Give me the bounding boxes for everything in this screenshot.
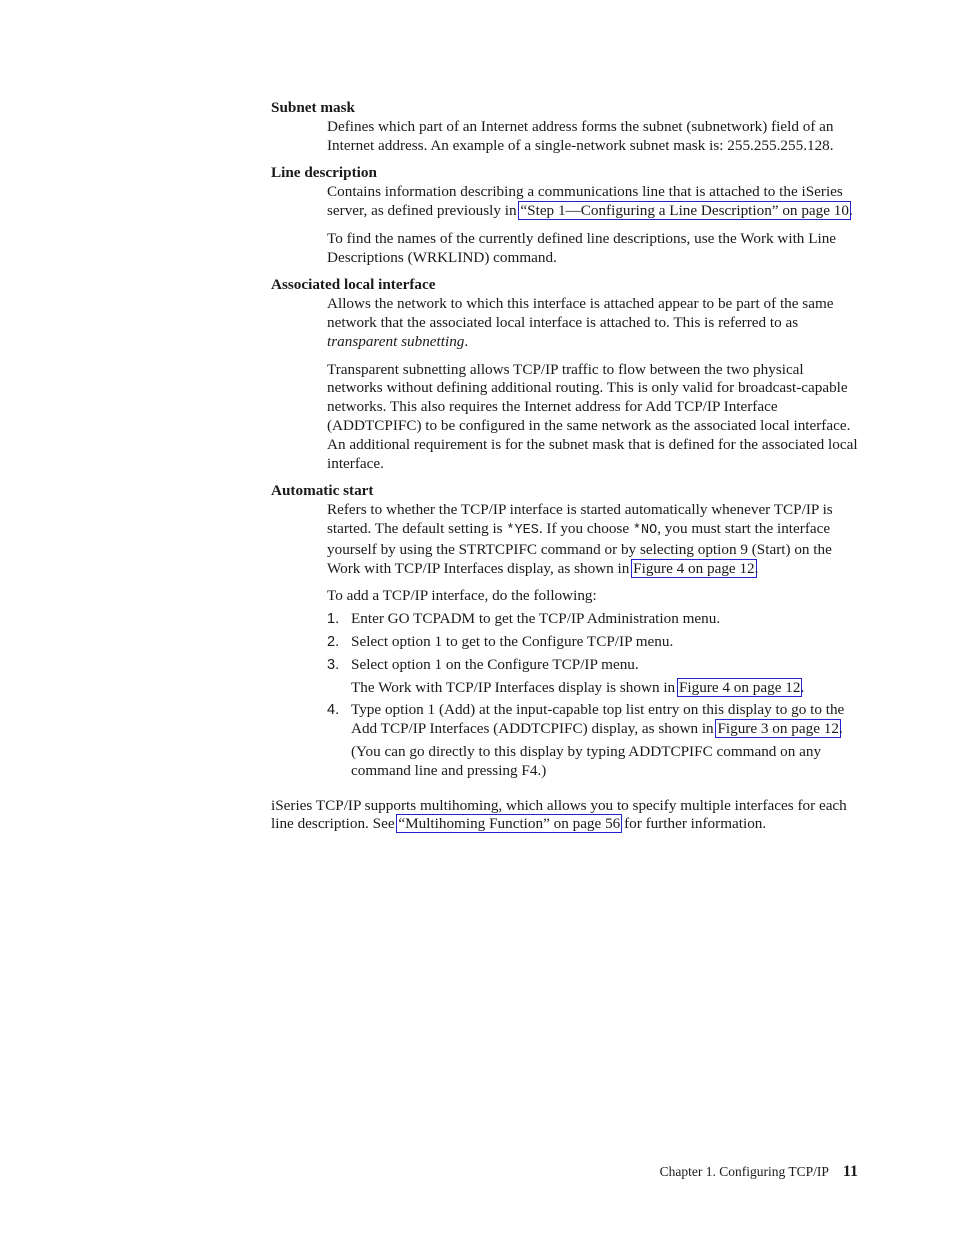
subnet-mask-text: Defines which part of an Internet address forms the subnet (subnetwork) field of an Internet address. An example of a single-network subnet mask is: 255.255.255.128. xyxy=(327,117,834,154)
page-number: 11 xyxy=(842,1163,858,1180)
associated-interface-para-1: Allows the network to which this interface is attached appear to be part of the same network that the associated local interface is attached to. This is referred to as transparent subnetting. xyxy=(327,295,834,350)
term-automatic-start: Automatic start xyxy=(271,482,374,500)
definition-automatic-start xyxy=(327,501,859,780)
term-line-description: Line description xyxy=(271,164,377,182)
list-item: 3. Select option 1 on the Configure TCP/IP menu. The Work with TCP/IP Interfaces display is shown in Figure 4 on page 12. xyxy=(327,655,805,696)
list-item: 4. Type option 1 (Add) at the input-capable top list entry on this display to go to the Add TCP/IP Interfaces (ADDTCPIFC) display, as shown in Figure 3 on page 12. (You can go directly to this display by typing ADDTCPIFC command on any command line and pressing F4.) xyxy=(327,701,845,779)
list-item: 2. Select option 1 to get to the Configure TCP/IP menu. xyxy=(327,632,674,650)
term-subnet-mask: Subnet mask xyxy=(271,99,355,116)
value-no: *NO xyxy=(632,522,658,538)
page-footer xyxy=(660,1163,858,1182)
link-step1-line-description[interactable]: “Step 1—Configuring a Line Description” on page 10 xyxy=(520,201,849,219)
definition-line-description xyxy=(327,183,859,267)
term-associated-local-interface: Associated local interface xyxy=(271,276,436,294)
link-step3-figure4-page12[interactable]: Figure 4 on page 12 xyxy=(678,678,801,696)
automatic-start-para-1: Refers to whether the TCP/IP interface is started automatically whenever TCP/IP is started. The default setting is *YES. If you choose *NO, you must start the interface yourself by using the STRTCPIFC command or by selecting option 9 (Start) on the Work with TCP/IP Interfaces display, as shown in Figure 4 on page 12. xyxy=(327,501,833,577)
procedure-steps xyxy=(327,610,859,780)
definition-associated-local-interface xyxy=(327,295,859,473)
associated-interface-para-2: Transparent subnetting allows TCP/IP traffic to flow between the two physical networks without defining additional routing. This is only valid for broadcast-capable networks. This also requires the Internet address for Add TCP/IP Interface (ADDTCPIFC) to be configured in the same network as the associated local interface. An additional requirement is for the subnet mask that is defined for the associated local interface. xyxy=(327,360,858,472)
chapter-title: Chapter 1. Configuring TCP/IP xyxy=(659,1164,829,1179)
page-content xyxy=(271,99,859,834)
list-item: 1. Enter GO TCPADM to get the TCP/IP Administration menu. xyxy=(327,610,721,628)
definition-subnet-mask xyxy=(327,118,859,156)
link-figure3-page12[interactable]: Figure 3 on page 12 xyxy=(717,720,839,738)
value-yes: *YES xyxy=(506,522,539,538)
automatic-start-para-2: To add a TCP/IP interface, do the following: xyxy=(327,587,597,605)
line-description-para-1: Contains information describing a communications line that is attached to the iSeries server, as defined previously in “Step 1—Configuring a Line Description” on page 10. xyxy=(327,183,853,219)
link-figure4-page12[interactable]: Figure 4 on page 12 xyxy=(633,559,755,577)
link-multihoming-function[interactable]: “Multihoming Function” on page 56 xyxy=(398,815,621,833)
closing-paragraph: iSeries TCP/IP supports multihoming, which allows you to specify multiple interfaces for each line description. See “Multihoming Function” on page 56 for further information. xyxy=(271,796,847,833)
line-description-para-2: To find the names of the currently defined line descriptions, use the Work with Line Descriptions (WRKLIND) command. xyxy=(327,229,837,266)
